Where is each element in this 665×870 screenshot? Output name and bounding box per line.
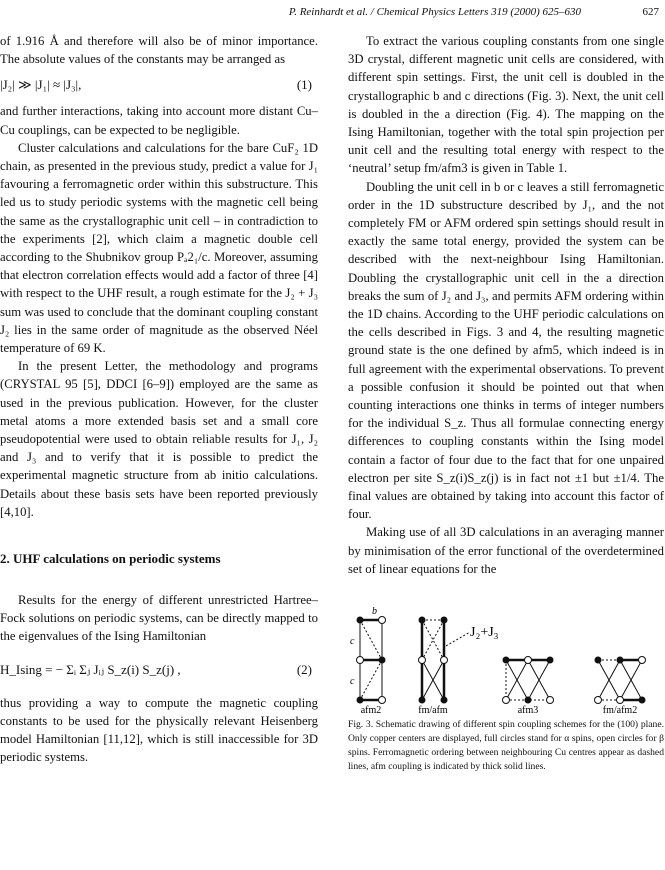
running-head: P. Reinhardt et al. / Chemical Physics Letters 319 (2000) 625–630 bbox=[288, 6, 581, 18]
equation-2-body: H_Ising = − Σᵢ Σⱼ Jᵢⱼ S_z(i) S_z(j) , bbox=[0, 661, 181, 677]
panel-fm-afm2 bbox=[595, 657, 646, 704]
figure-3-caption: Fig. 3. Schematic drawing of different spin coupling schemes for the (100) plane. Only copper centers are displayed, full circles stand for α spins, open circles for β spins. Ferromagnetic ordering between neighbouring Cu centres appear as dashed lines, afm coupling is indicated by thick solid lines. bbox=[348, 719, 664, 773]
alpha-spin bbox=[503, 657, 510, 664]
fm-bond bbox=[422, 620, 444, 660]
fm-bond bbox=[422, 620, 444, 660]
beta-spin bbox=[639, 657, 646, 664]
beta-spin bbox=[441, 657, 448, 664]
alpha-spin bbox=[419, 617, 426, 624]
equation-2 bbox=[0, 650, 318, 690]
beta-spin bbox=[617, 697, 624, 704]
axis-c-label: c bbox=[350, 676, 355, 688]
coupling-label: J₂+J₃ bbox=[470, 625, 499, 641]
beta-spin bbox=[595, 697, 602, 704]
alpha-spin bbox=[525, 697, 532, 704]
left-column bbox=[0, 32, 318, 767]
panel-label-fm-afm: fm/afm bbox=[418, 705, 448, 715]
page-header bbox=[0, 6, 665, 22]
paragraph-1: of 1.916 Å and therefore will also be of minor importance. The absolute values of the constants may be arranged as bbox=[0, 34, 318, 67]
equation-1-number: (1) bbox=[296, 77, 312, 93]
alpha-spin bbox=[547, 657, 554, 664]
equation-1 bbox=[0, 72, 318, 98]
panel-afm2 bbox=[350, 606, 386, 704]
alpha-spin bbox=[639, 697, 646, 704]
beta-spin bbox=[419, 657, 426, 664]
alpha-spin bbox=[617, 657, 624, 664]
paragraph-r2: Doubling the unit cell in b or c leaves a still ferromagnetic order in the 1D substructure described by J₁, and the not completely FM or AFM ordered spin settings should result in exactly the same total energy, provided the system can be described with the next-neighbour Ising Hamiltonian. Doubling the crystallographic unit cell in the a direction breaks the sum of J₂ and J₃, and permits AFM ordering within the 1D chains. According to the UHF periodic calculations on the cells described in Figs. 3 and 4, the resulting magnetic ground state is the one defined by afm5, which indeed is in full agreement with the experimental observations. To prevent a possible confusion it should be pointed out that when counting interactions one thinks in terms of integer numbers for the individual S_z. Thus all formulae connecting energy differences to coupling constants within the Ising model contain a factor of four due to the fact that for one unpaired electron per site S_z(i)S_z(j) is in fact not ±1 but ±1/4. The final values are obtained by taking into account this factor of four. bbox=[348, 179, 664, 522]
alpha-spin bbox=[441, 617, 448, 624]
beta-spin bbox=[547, 697, 554, 704]
alpha-spin bbox=[357, 617, 364, 624]
alpha-spin bbox=[595, 657, 602, 664]
panel-label-afm2: afm2 bbox=[360, 705, 382, 715]
right-column bbox=[348, 32, 664, 774]
equation-2-number: (2) bbox=[296, 661, 312, 677]
page-number: 627 bbox=[642, 6, 659, 18]
figure-3-diagram bbox=[348, 602, 664, 714]
beta-spin bbox=[503, 697, 510, 704]
alpha-spin bbox=[357, 697, 364, 704]
section-title: 2. UHF calculations on periodic systems bbox=[0, 551, 221, 567]
paragraph-3: Cluster calculations and calculations for the bare CuF₂ 1D chain, as presented in the previous study, predict a value for J₁ favouring a ferromagnetic order within this substructure. This led us to study periodic systems with the magnetic cell being the same as the crystallographic unit cell – in contradiction to the experiments [2], which claim a magnetic double cell according to the Shubnikov group Pₐ2₁/c. Moreover, assuming that electron correlation effects would add a factor of three [4] with respect to the UHF result, a rough estimate for the J₂ + J₃ sum was used to conclude that the dominant coupling constant J₂ lies in the same order of magnitude as the observed Néel temperature of 69 K. bbox=[0, 140, 318, 356]
equation-1-body: |J₂| ≫ |J₁| ≈ |J₃|, bbox=[0, 77, 82, 93]
panel-fm-afm bbox=[419, 617, 499, 704]
axis-b-label: b bbox=[372, 606, 377, 618]
panel-label-afm3: afm3 bbox=[517, 705, 539, 715]
fm-bond bbox=[360, 620, 382, 660]
beta-spin bbox=[379, 617, 386, 624]
paragraph-r3: Making use of all 3D calculations in an averaging manner by minimisation of the error functional of the overdetermined set of linear equations for the bbox=[348, 525, 664, 576]
paragraph-2: and further interactions, taking into account more distant Cu–Cu couplings, can be expected to be negligible. bbox=[0, 104, 318, 137]
fm-bond bbox=[360, 660, 382, 700]
coupling-pointer bbox=[446, 632, 470, 646]
alpha-spin bbox=[441, 697, 448, 704]
alpha-spin bbox=[419, 697, 426, 704]
paragraph-6: thus providing a way to compute the magnetic coupling constants to be used for the physically relevant Heisenberg model Hamiltonian [11,12], which is still inaccessible for 3D periodic systems. bbox=[0, 695, 318, 765]
paragraph-r1: To extract the various coupling constants from one single 3D crystal, different magnetic unit cells are considered, with different spin settings. First, the unit cell is doubled in the crystallographic b and c directions (Fig. 3). Next, the unit cell is doubled in the a direction (Fig. 4). The mapping on the Ising Hamiltonian, together with the total spin projection per unit cell and the resulting total energy with respect to the ‘neutral’ setup fm/afm3 is given in Table 1. bbox=[348, 34, 664, 176]
panel-label-fm-afm2: fm/afm2 bbox=[602, 705, 638, 715]
alpha-spin bbox=[379, 657, 386, 664]
paragraph-5: Results for the energy of different unrestricted Hartree–Fock solutions on periodic systems, can be directly mapped to the eigenvalues of the Ising Hamiltonian bbox=[0, 593, 318, 644]
paragraph-4: In the present Letter, the methodology and programs (CRYSTAL 95 [5], DDCI [6–9]) employed are the same as used in the previous publication. However, for the cluster metal atoms a more extended basis set and a small core pseudopotential were used to obtain reliable results for J₁, J₂ and J₃ and to verify that it is possible to predict the experimental magnetic structure from ab initio calculations. Details about these basis sets have been reported previously [4,10]. bbox=[0, 359, 318, 519]
beta-spin bbox=[379, 697, 386, 704]
figure-3 bbox=[348, 602, 664, 774]
panel-afm3 bbox=[503, 657, 554, 704]
beta-spin bbox=[525, 657, 532, 664]
axis-c-label: c bbox=[350, 636, 355, 648]
beta-spin bbox=[357, 657, 364, 664]
